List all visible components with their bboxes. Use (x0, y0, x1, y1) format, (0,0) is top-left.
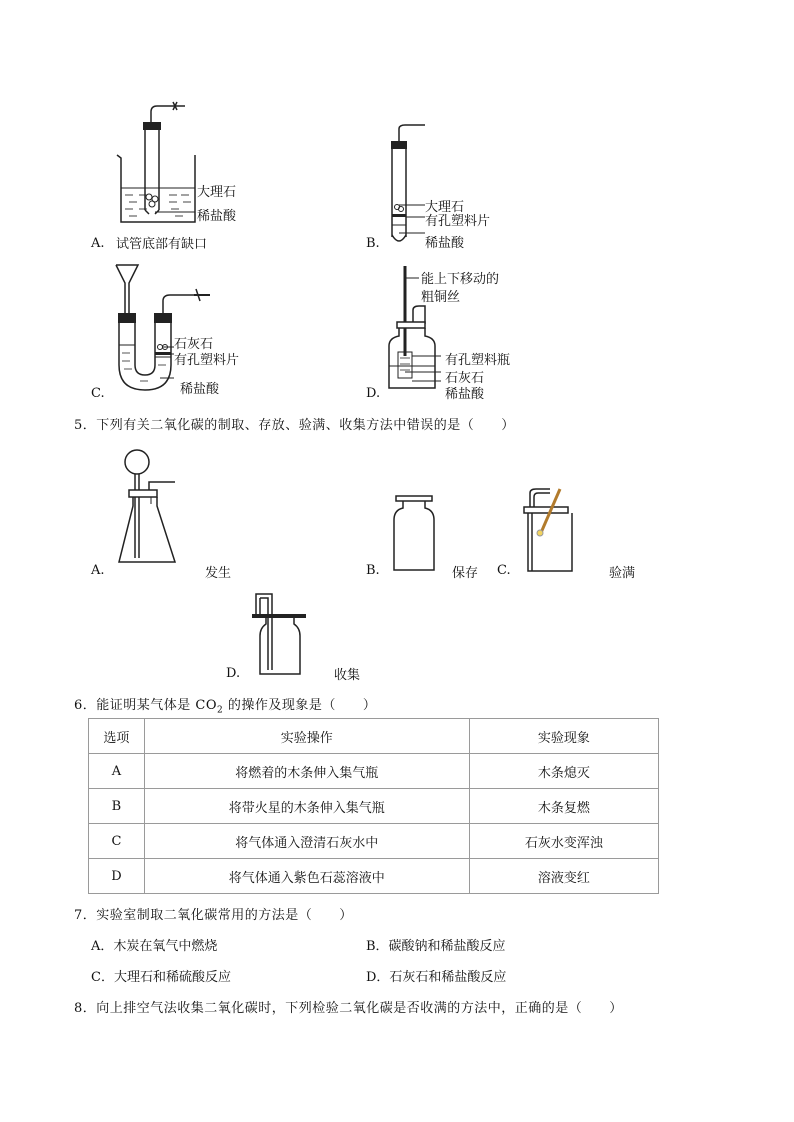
q4b-letter: B. (366, 236, 380, 251)
q4c-letter: C. (91, 386, 105, 401)
table-cell: D (89, 859, 145, 894)
q4d-label-wire-2: 粗铜丝 (421, 290, 461, 305)
q6-stem-post: 的操作及现象是（ ） (223, 698, 377, 713)
q6-stem-pre: 6．能证明某气体是 CO (74, 698, 218, 713)
table-cell: 将气体通入澄清石灰水中 (144, 824, 469, 859)
table-header-cell: 实验现象 (469, 719, 658, 754)
table-cell: 将气体通入紫色石蕊溶液中 (144, 859, 469, 894)
q6-stem (74, 694, 376, 716)
q5-stem: 5．下列有关二氧化碳的制取、存放、验满、收集方法中错误的是（ ） (74, 418, 515, 433)
q5c-caption: 验满 (609, 566, 636, 581)
q5-figure-c (520, 487, 580, 575)
q4a-label-acid: 稀盐酸 (197, 209, 237, 224)
table-header-cell: 实验操作 (144, 719, 469, 754)
table-cell: B (89, 789, 145, 824)
table-cell: 木条复燃 (469, 789, 658, 824)
table-row (89, 859, 659, 894)
q5d-letter: D. (226, 666, 241, 681)
q5b-caption: 保存 (452, 566, 479, 581)
q4d-label-bottle: 有孔塑料瓶 (445, 353, 511, 368)
q4a-caption: 试管底部有缺口 (116, 237, 208, 252)
q4b-label-acid: 稀盐酸 (425, 236, 465, 251)
table-cell: 石灰水变浑浊 (469, 824, 658, 859)
table-header-row (89, 719, 659, 754)
q7-option-b: B．碳酸钠和稀盐酸反应 (366, 939, 506, 954)
table-cell: 将带火星的木条伸入集气瓶 (144, 789, 469, 824)
q6-table (88, 718, 659, 894)
q4c-label-acid: 稀盐酸 (180, 382, 220, 397)
q4b-label-sheet: 有孔塑料片 (425, 214, 491, 229)
q5c-letter: C. (497, 563, 511, 578)
q4c-label-limestone: 石灰石 (174, 337, 214, 352)
q7-option-c: C．大理石和稀硫酸反应 (91, 970, 231, 985)
q4b-label-marble: 大理石 (425, 200, 465, 215)
q4d-label-limestone: 石灰石 (445, 371, 485, 386)
q5a-letter: A. (91, 563, 105, 578)
table-row (89, 789, 659, 824)
q7-option-d: D．石灰石和稀盐酸反应 (366, 970, 507, 985)
q4a-label-marble: 大理石 (197, 185, 237, 200)
table-cell: 溶液变红 (469, 859, 658, 894)
q4a-letter: A. (91, 236, 105, 251)
table-header-cell: 选项 (89, 719, 145, 754)
table-cell: C (89, 824, 145, 859)
q8-stem: 8．向上排空气法收集二氧化碳时，下列检验二氧化碳是否收满的方法中，正确的是（ ） (74, 1001, 623, 1016)
q4d-label-acid: 稀盐酸 (445, 387, 485, 402)
q5-figure-d (250, 590, 310, 680)
q7-stem: 7．实验室制取二氧化碳常用的方法是（ ） (74, 908, 353, 923)
q4c-label-sheet: 有孔塑料片 (174, 353, 240, 368)
q5d-caption: 收集 (334, 668, 361, 683)
table-row (89, 824, 659, 859)
q5-figure-b (390, 494, 440, 574)
table-cell: A (89, 754, 145, 789)
q4d-label-wire-1: 能上下移动的 (421, 272, 500, 287)
q5b-letter: B. (366, 563, 380, 578)
table-cell: 木条熄灭 (469, 754, 658, 789)
table-row (89, 754, 659, 789)
q4d-letter: D. (366, 386, 381, 401)
q7-option-a: A．木炭在氧气中燃烧 (91, 939, 218, 954)
q4-figure-c (110, 265, 240, 395)
q5a-caption: 发生 (205, 566, 232, 581)
q5-figure-a (115, 448, 195, 566)
table-cell: 将燃着的木条伸入集气瓶 (144, 754, 469, 789)
q6-stem-sub: 2 (217, 705, 224, 716)
